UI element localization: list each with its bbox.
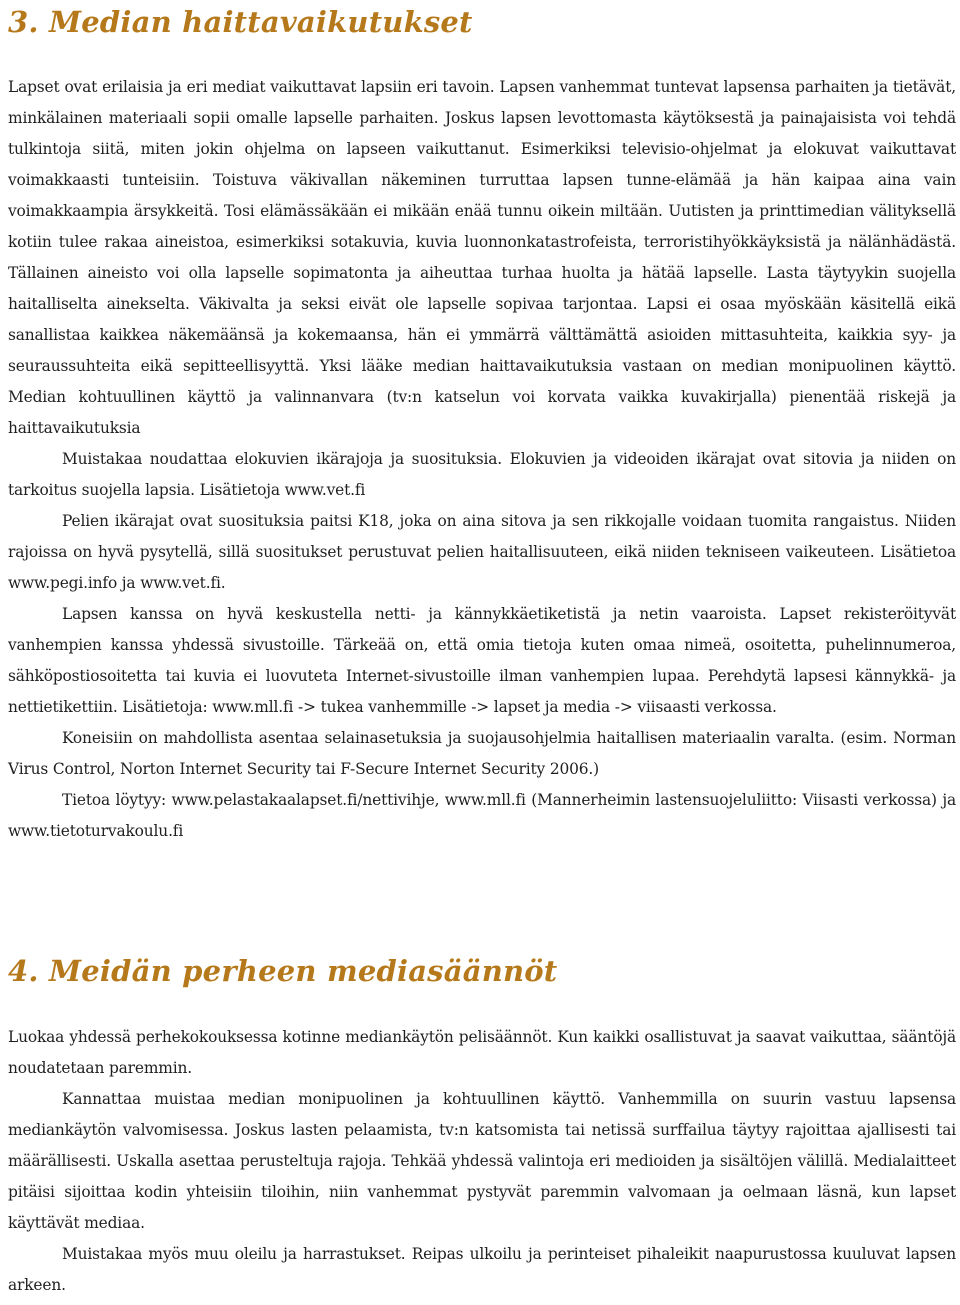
section-4-body: [8, 1022, 956, 1301]
section-4-paragraph-3: Muistakaa myös muu oleilu ja harrastukset. Reipas ulkoilu ja perinteiset pihaleikit naapurustossa kuuluvat lapsen arkeen.: [8, 1245, 956, 1294]
section-3-heading: 3. Median haittavaikutukset: [8, 5, 473, 39]
section-3-paragraph-1: Lapset ovat erilaisia ja eri mediat vaikuttavat lapsiin eri tavoin. Lapsen vanhemmat tuntevat lapsensa parhaiten ja tietävät, minkälainen materiaali sopii omalle lapselle parhaiten. Joskus lapsen levottomasta käytöksestä ja painajaisista voi tehdä tulkintoja siitä, miten jokin ohjelma on lapseen vaikuttanut. Esimerkiksi televisio-ohjelmat ja elokuvat vaikuttavat voimakkaasti tunteisiin. Toistuva väkivallan näkeminen turruttaa lapsen tunne-elämää ja hän kaipaa aina vain voimakkaampia ärsykkeitä. Tosi elämässäkään ei mikään enää tunnu oikein miltään. Uutisten ja printtimedian välityksellä kotiin tulee rakaa aineistoa, esimerkiksi sotakuvia, kuvia luonnonkatastrofeista, terroristihyökkäyksistä ja nälänhädästä. Tällainen aineisto voi olla lapselle sopimatonta ja aiheuttaa turhaa huolta ja hätää lapselle. Lasta täytyykin suojella haitalliselta ainekselta. Väkivalta ja seksi eivät ole lapselle sopivaa tarjontaa. Lapsi ei osaa myöskään käsitellä eikä sanallistaa kaikkea näkemäänsä ja kokemaansa, hän ei ymmärrä välttämättä asioiden mittasuhteita, kaikkia syy- ja seuraussuhteita eikä sepitteellisyyttä. Yksi lääke median haittavaikutuksia vastaan on median monipuolinen käyttö. Median kohtuullinen käyttö ja valinnanvara (tv:n katselun voi korvata vaikka kuvakirjalla) pienentää riskejä ja haittavaikutuksia: [8, 78, 956, 437]
section-3-paragraph-2: Muistakaa noudattaa elokuvien ikärajoja ja suosituksia. Elokuvien ja videoiden ikärajat ovat sitovia ja niiden on tarkoitus suojella lapsia. Lisätietoja www.vet.fi: [8, 450, 956, 499]
section-3-paragraph-3: Pelien ikärajat ovat suosituksia paitsi K18, joka on aina sitova ja sen rikkojalle voidaan tuomita rangaistus. Niiden rajoissa on hyvä pysytellä, sillä suositukset perustuvat pelien haitallisuuteen, eikä niiden tekniseen vaikeuteen. Lisätietoa www.pegi.info ja www.vet.fi.: [8, 512, 956, 592]
section-4-paragraph-1: Luokaa yhdessä perhekokouksessa kotinne mediankäytön pelisäännöt. Kun kaikki osallistuvat ja saavat vaikuttaa, sääntöjä noudatetaan paremmin.: [8, 1028, 956, 1077]
section-4-heading: 4. Meidän perheen mediasäännöt: [8, 954, 558, 988]
section-3-body: [8, 72, 956, 847]
section-3-paragraph-5: Koneisiin on mahdollista asentaa selainasetuksia ja suojausohjelmia haitallisen materiaalin varalta. (esim. Norman Virus Control, Norton Internet Security tai F-Secure Internet Security 2006.): [8, 729, 956, 778]
section-3-paragraph-4: Lapsen kanssa on hyvä keskustella netti- ja kännykkäetiketistä ja netin vaaroista. Lapset rekisteröityvät vanhempien kanssa yhdessä sivustoille. Tärkeää on, että omia tietoja kuten omaa nimeä, osoitetta, puhelinnumeroa, sähköpostiosoitetta tai kuvia ei luovuteta Internet-sivustoille ilman vanhempien lupaa. Perehdytä lapsesi kännykkä- ja nettietikettiin. Lisätietoja: www.mll.fi -> tukea vanhemmille -> lapset ja media -> viisaasti verkossa.: [8, 605, 956, 716]
section-4-paragraph-2: Kannattaa muistaa median monipuolinen ja kohtuullinen käyttö. Vanhemmilla on suurin vastuu lapsensa mediankäytön valvomisessa. Joskus lasten pelaamista, tv:n katsomista tai netissä surffailua täytyy rajoittaa ajallisesti tai määrällisesti. Uskalla asettaa perusteltuja rajoja. Tehkää yhdessä valintoja eri medioiden ja sisältöjen välillä. Medialaitteet pitäisi sijoittaa kodin yhteisiin tiloihin, niin vanhemmat pystyvät paremmin valvomaan ja oelmaan läsnä, kun lapset käyttävät mediaa.: [8, 1090, 956, 1232]
section-3-paragraph-6: Tietoa löytyy: www.pelastakaalapset.fi/nettivihje, www.mll.fi (Mannerheimin lastensuojeluliitto: Viisasti verkossa) ja www.tietoturvakoulu.fi: [8, 791, 956, 840]
